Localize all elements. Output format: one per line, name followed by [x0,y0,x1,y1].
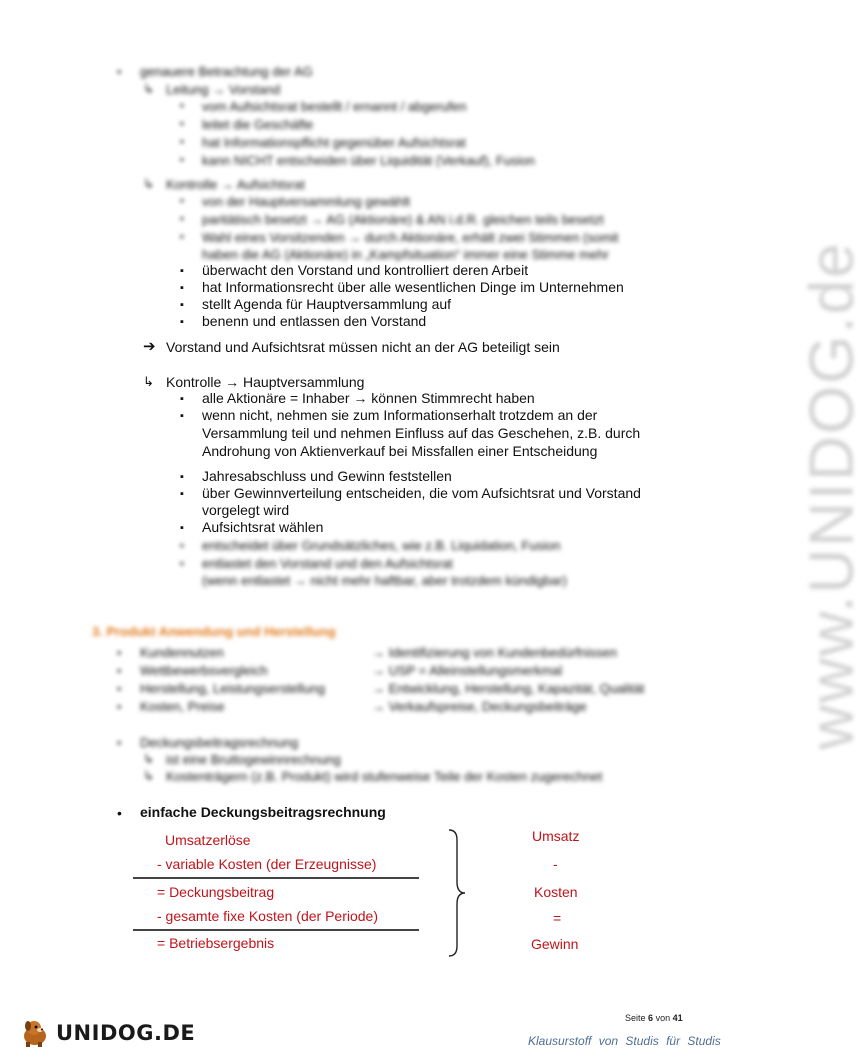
calc-result: Umsatz [532,828,580,844]
square-bullet-icon: ▪ [180,410,184,422]
square-bullet-icon: ▪ [180,231,184,243]
arrow-note: Vorstand und Aufsichtsrat müssen nicht an der AG beteiligt sein [166,339,560,355]
bold-arrow-icon: ➔ [143,338,156,355]
bullet: • [117,646,122,660]
calc-line: - variable Kosten (der Erzeugnisse) [157,856,377,872]
s3-left: Kundennutzen [140,645,224,660]
bullet: • [117,736,122,750]
s3-left: Wettbewerbsvergleich [140,663,268,678]
kontrolle-item: paritätisch besetzt → AG (Aktionäre) & AN i.d.R. gleichen teils besetzt [202,212,604,227]
leitung-item: kann NICHT entscheiden über Liquidität (Verkauf), Fusion [202,153,535,168]
square-bullet-icon: ▪ [180,136,184,148]
arrow-bullet-icon: ↳ [143,768,154,783]
square-bullet-icon: ▪ [180,393,184,405]
hv-item: über Gewinnverteilung entscheiden, die vom Aufsichtsrat und Vorstand [202,485,641,501]
square-bullet-icon: ▪ [180,471,184,483]
divider [133,877,419,879]
s3-left: Herstellung, Leistungserstellung [140,681,325,696]
kontrolle-item: von der Hauptversammlung gewählt [202,194,411,209]
leitung-heading: Leitung → Vorstand [166,82,281,97]
leitung-item: leitet die Geschäfte [202,117,314,132]
watermark: www.UNIDOG.de [797,241,867,750]
square-bullet-icon: ▪ [180,195,184,207]
hauptversammlung-heading: Kontrolle → Hauptversammlung [166,374,365,390]
leitung-item: vom Aufsichtsrat bestellt / ernannt / abgerufen [202,99,467,114]
bullet: • [117,65,122,79]
aufsichtsrat-item: stellt Agenda für Hauptversammlung auf [202,296,452,312]
einfache-heading: einfache Deckungsbeitragsrechnung [140,804,386,820]
curly-brace-icon [445,828,467,958]
square-bullet-icon: ▪ [180,316,184,328]
kontrolle-heading: Kontrolle → Aufsichtsrat [166,177,305,192]
aufsichtsrat-item: überwacht den Vorstand und kontrolliert deren Arbeit [202,262,529,278]
section-3-heading: 3. Produkt Anwendung und Herstellung [92,624,336,639]
section-heading: genauere Betrachtung der AG [140,64,313,79]
hv-item: entlastet den Vorstand und den Aufsichtsrat [202,556,453,571]
logo-text: UNIDOG.DE [56,1021,196,1045]
db-heading: Deckungsbeitragsrechnung [140,735,299,750]
square-bullet-icon: ▪ [180,282,184,294]
kontrolle-item: Wahl eines Vorsitzenden → durch Aktionäre, erhält zwei Stimmen (somit [202,230,619,245]
db-item: ist eine Bruttogewinnrechnung [166,752,341,767]
s3-left: Kosten, Preise [140,699,225,714]
arrow-bullet-icon: ↳ [143,81,154,96]
dog-icon [20,1018,54,1048]
hv-item: wenn nicht, nehmen sie zum Informationserhalt trotzdem an der [202,407,598,423]
square-bullet-icon: ▪ [180,522,184,534]
kontrolle-item: haben die AG (Aktionäre) in „Kampfsituation“ immer eine Stimme mehr [202,247,609,262]
square-bullet-icon: ▪ [180,213,184,225]
square-bullet-icon: ▪ [180,100,184,112]
square-bullet-icon: ▪ [180,299,184,311]
square-bullet-icon: ▪ [180,154,184,166]
s3-right: → USP = Alleinstellungsmerkmal [372,663,563,678]
bullet: • [117,700,122,714]
calc-result: Kosten [534,884,578,900]
hv-item: entscheidet über Grundsätzliches, wie z.B. Liquidation, Fusion [202,538,561,553]
footer-tagline: Klausurstoff von Studis für Studis [528,1034,721,1048]
calc-result: - [553,856,558,872]
leitung-item: hat Informationspflicht gegenüber Aufsichtsrat [202,135,466,150]
hv-item: vorgelegt wird [202,502,290,518]
bullet: • [117,682,122,696]
hv-item: alle Aktionäre = Inhaber → können Stimmrecht haben [202,390,535,406]
s3-right: → Identifizierung von Kundenbedürfnissen [372,645,617,660]
arrow-bullet-icon: ↳ [143,374,154,389]
s3-right: → Entwicklung, Herstellung, Kapazität, Qualität [372,681,645,696]
hv-item: Androhung von Aktienverkauf bei Missfallen einer Entscheidung [202,443,598,459]
calc-line: - gesamte fixe Kosten (der Periode) [157,908,378,924]
bullet: • [117,805,122,821]
calc-line: = Deckungsbeitrag [157,884,275,900]
square-bullet-icon: ▪ [180,540,184,552]
s3-right: → Verkaufspreise, Deckungsbeiträge [372,699,587,714]
arrow-bullet-icon: ↳ [143,176,154,191]
square-bullet-icon: ▪ [180,118,184,130]
square-bullet-icon: ▪ [180,488,184,500]
divider [133,929,419,931]
calc-line: = Betriebsergebnis [157,935,275,951]
arrow-bullet-icon: ↳ [143,751,154,766]
calc-line: Umsatzerlöse [165,832,251,848]
calc-result: = [553,910,562,926]
calc-result: Gewinn [531,936,579,952]
hv-item: (wenn entlastet → nicht mehr haftbar, aber trotzdem kündigbar) [202,573,567,588]
page-number: Seite 6 von 41 [625,1013,683,1023]
db-item: Kostenträgern (z.B. Produkt) wird stufenweise Teile der Kosten zugerechnet [166,769,603,784]
aufsichtsrat-item: hat Informationsrecht über alle wesentlichen Dinge im Unternehmen [202,279,624,295]
logo [20,1018,195,1048]
square-bullet-icon: ▪ [180,558,184,570]
hv-item: Aufsichtsrat wählen [202,519,324,535]
hv-item: Jahresabschluss und Gewinn feststellen [202,468,452,484]
hv-item: Versammlung teil und nehmen Einfluss auf das Geschehen, z.B. durch [202,425,641,441]
square-bullet-icon: ▪ [180,265,184,277]
bullet: • [117,664,122,678]
aufsichtsrat-item: benenn und entlassen den Vorstand [202,313,427,329]
